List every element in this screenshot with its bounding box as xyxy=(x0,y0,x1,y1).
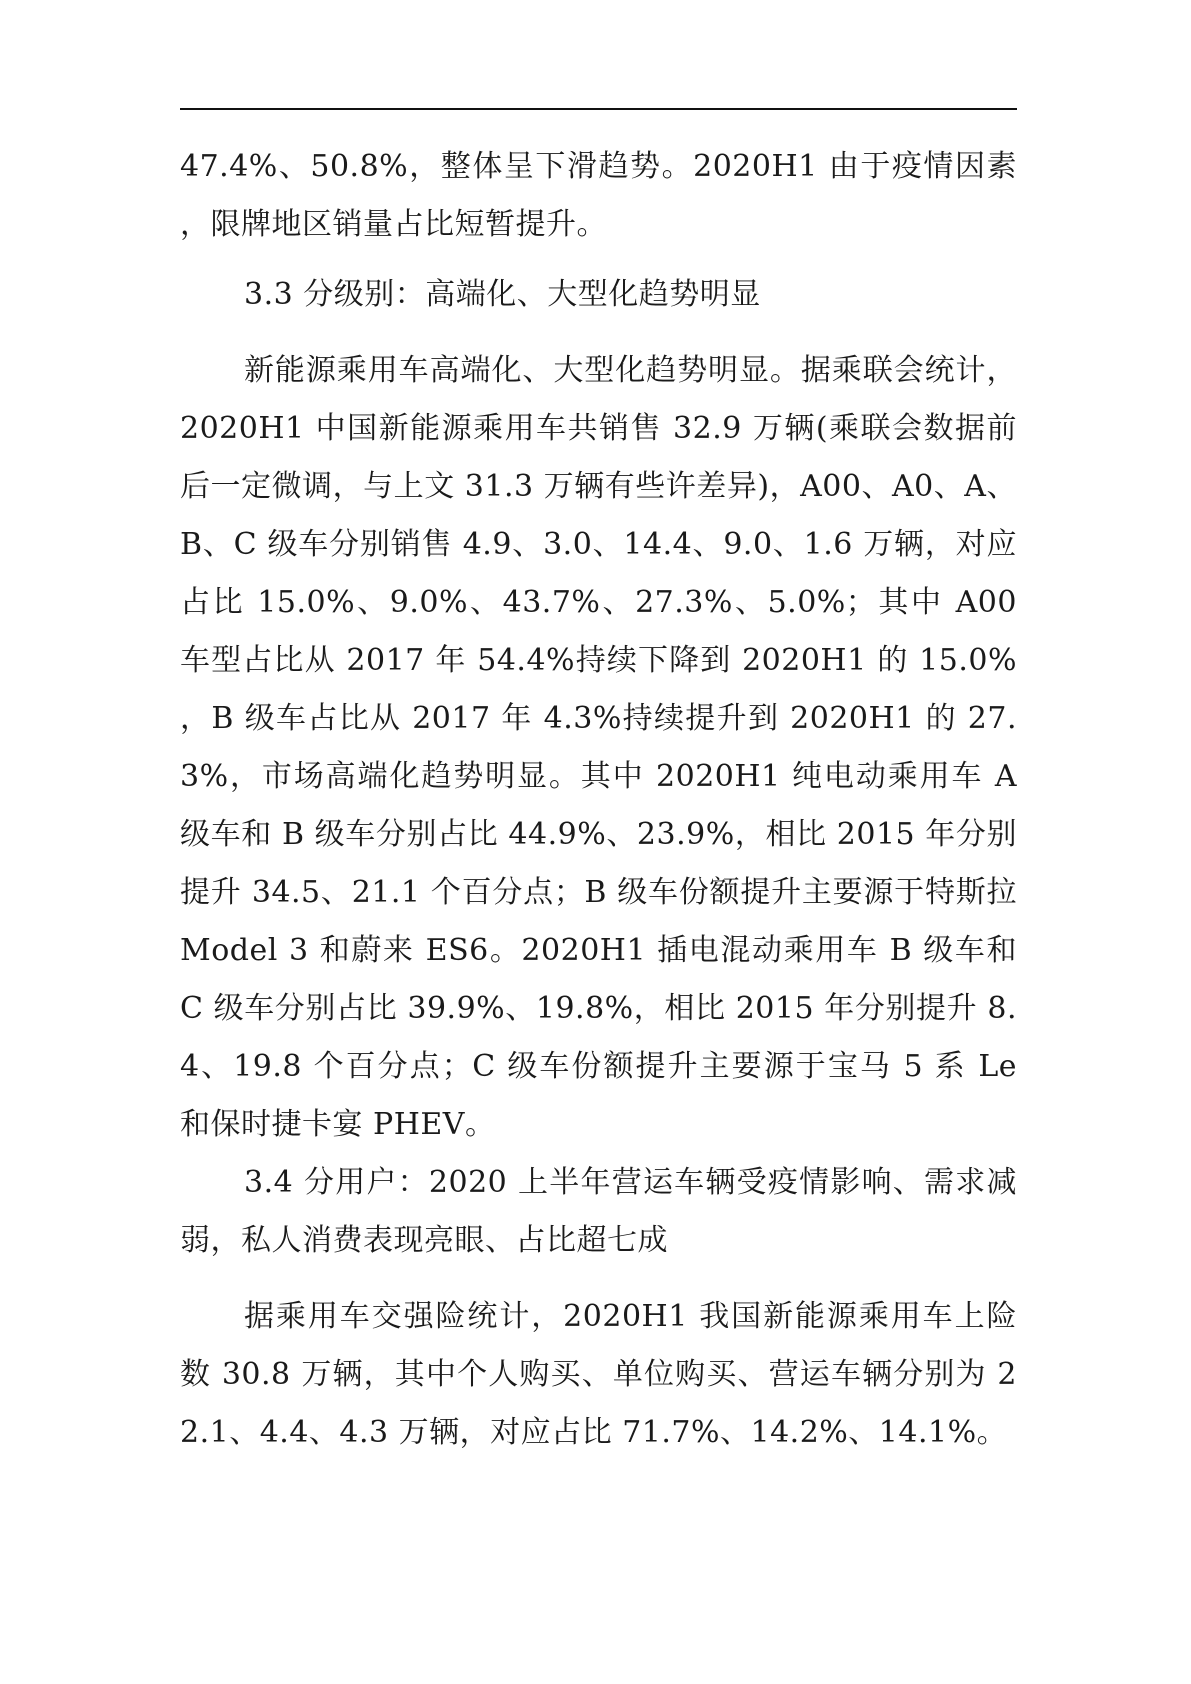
section-3-4-paragraph: 据乘用车交强险统计，2020H1 我国新能源乘用车上险数 30.8 万辆，其中个人购买、单位购买、营运车辆分别为 22.1、4.4、4.3 万辆，对应占比 71.7%、14.2%、14.1%。 xyxy=(180,1299,1017,1450)
document-body xyxy=(180,138,1017,1462)
header-rule xyxy=(180,108,1017,110)
section-3-3-paragraph: 新能源乘用车高端化、大型化趋势明显。据乘联会统计，2020H1 中国新能源乘用车共销售 32.9 万辆(乘联会数据前后一定微调，与上文 31.3 万辆有些许差异)，A00、A0、A、B、C 级车分别销售 4.9、3.0、14.4、9.0、1.6 万辆，对应占比 15.0%、9.0%、43.7%、27.3%、5.0%；其中 A00 车型占比从 2017 年 54.4%持续下降到 2020H1 的 15.0%，B 级车占比从 2017 年 4.3%持续提升到 2020H1 的 27.3%，市场高端化趋势明显。其中 2020H1 纯电动乘用车 A 级车和 B 级车分别占比 44.9%、23.9%，相比 2015 年分别提升 34.5、21.1 个百分点；B 级车份额提升主要源于特斯拉 Model 3 和蔚来 ES6。2020H1 插电混动乘用车 B 级车和 C 级车分别占比 39.9%、19.8%，相比 2015 年分别提升 8.4、19.8 个百分点；C 级车份额提升主要源于宝马 5 系 Le 和保时捷卡宴 PHEV。 xyxy=(180,353,1017,1142)
section-3-4-heading: 3.4 分用户：2020 上半年营运车辆受疫情影响、需求减弱，私人消费表现亮眼、占比超七成 xyxy=(180,1165,1017,1258)
section-3-3-heading: 3.3 分级别：高端化、大型化趋势明显 xyxy=(244,277,761,312)
intro-paragraph: 47.4%、50.8%，整体呈下滑趋势。2020H1 由于疫情因素，限牌地区销量占比短暂提升。 xyxy=(180,149,1017,242)
